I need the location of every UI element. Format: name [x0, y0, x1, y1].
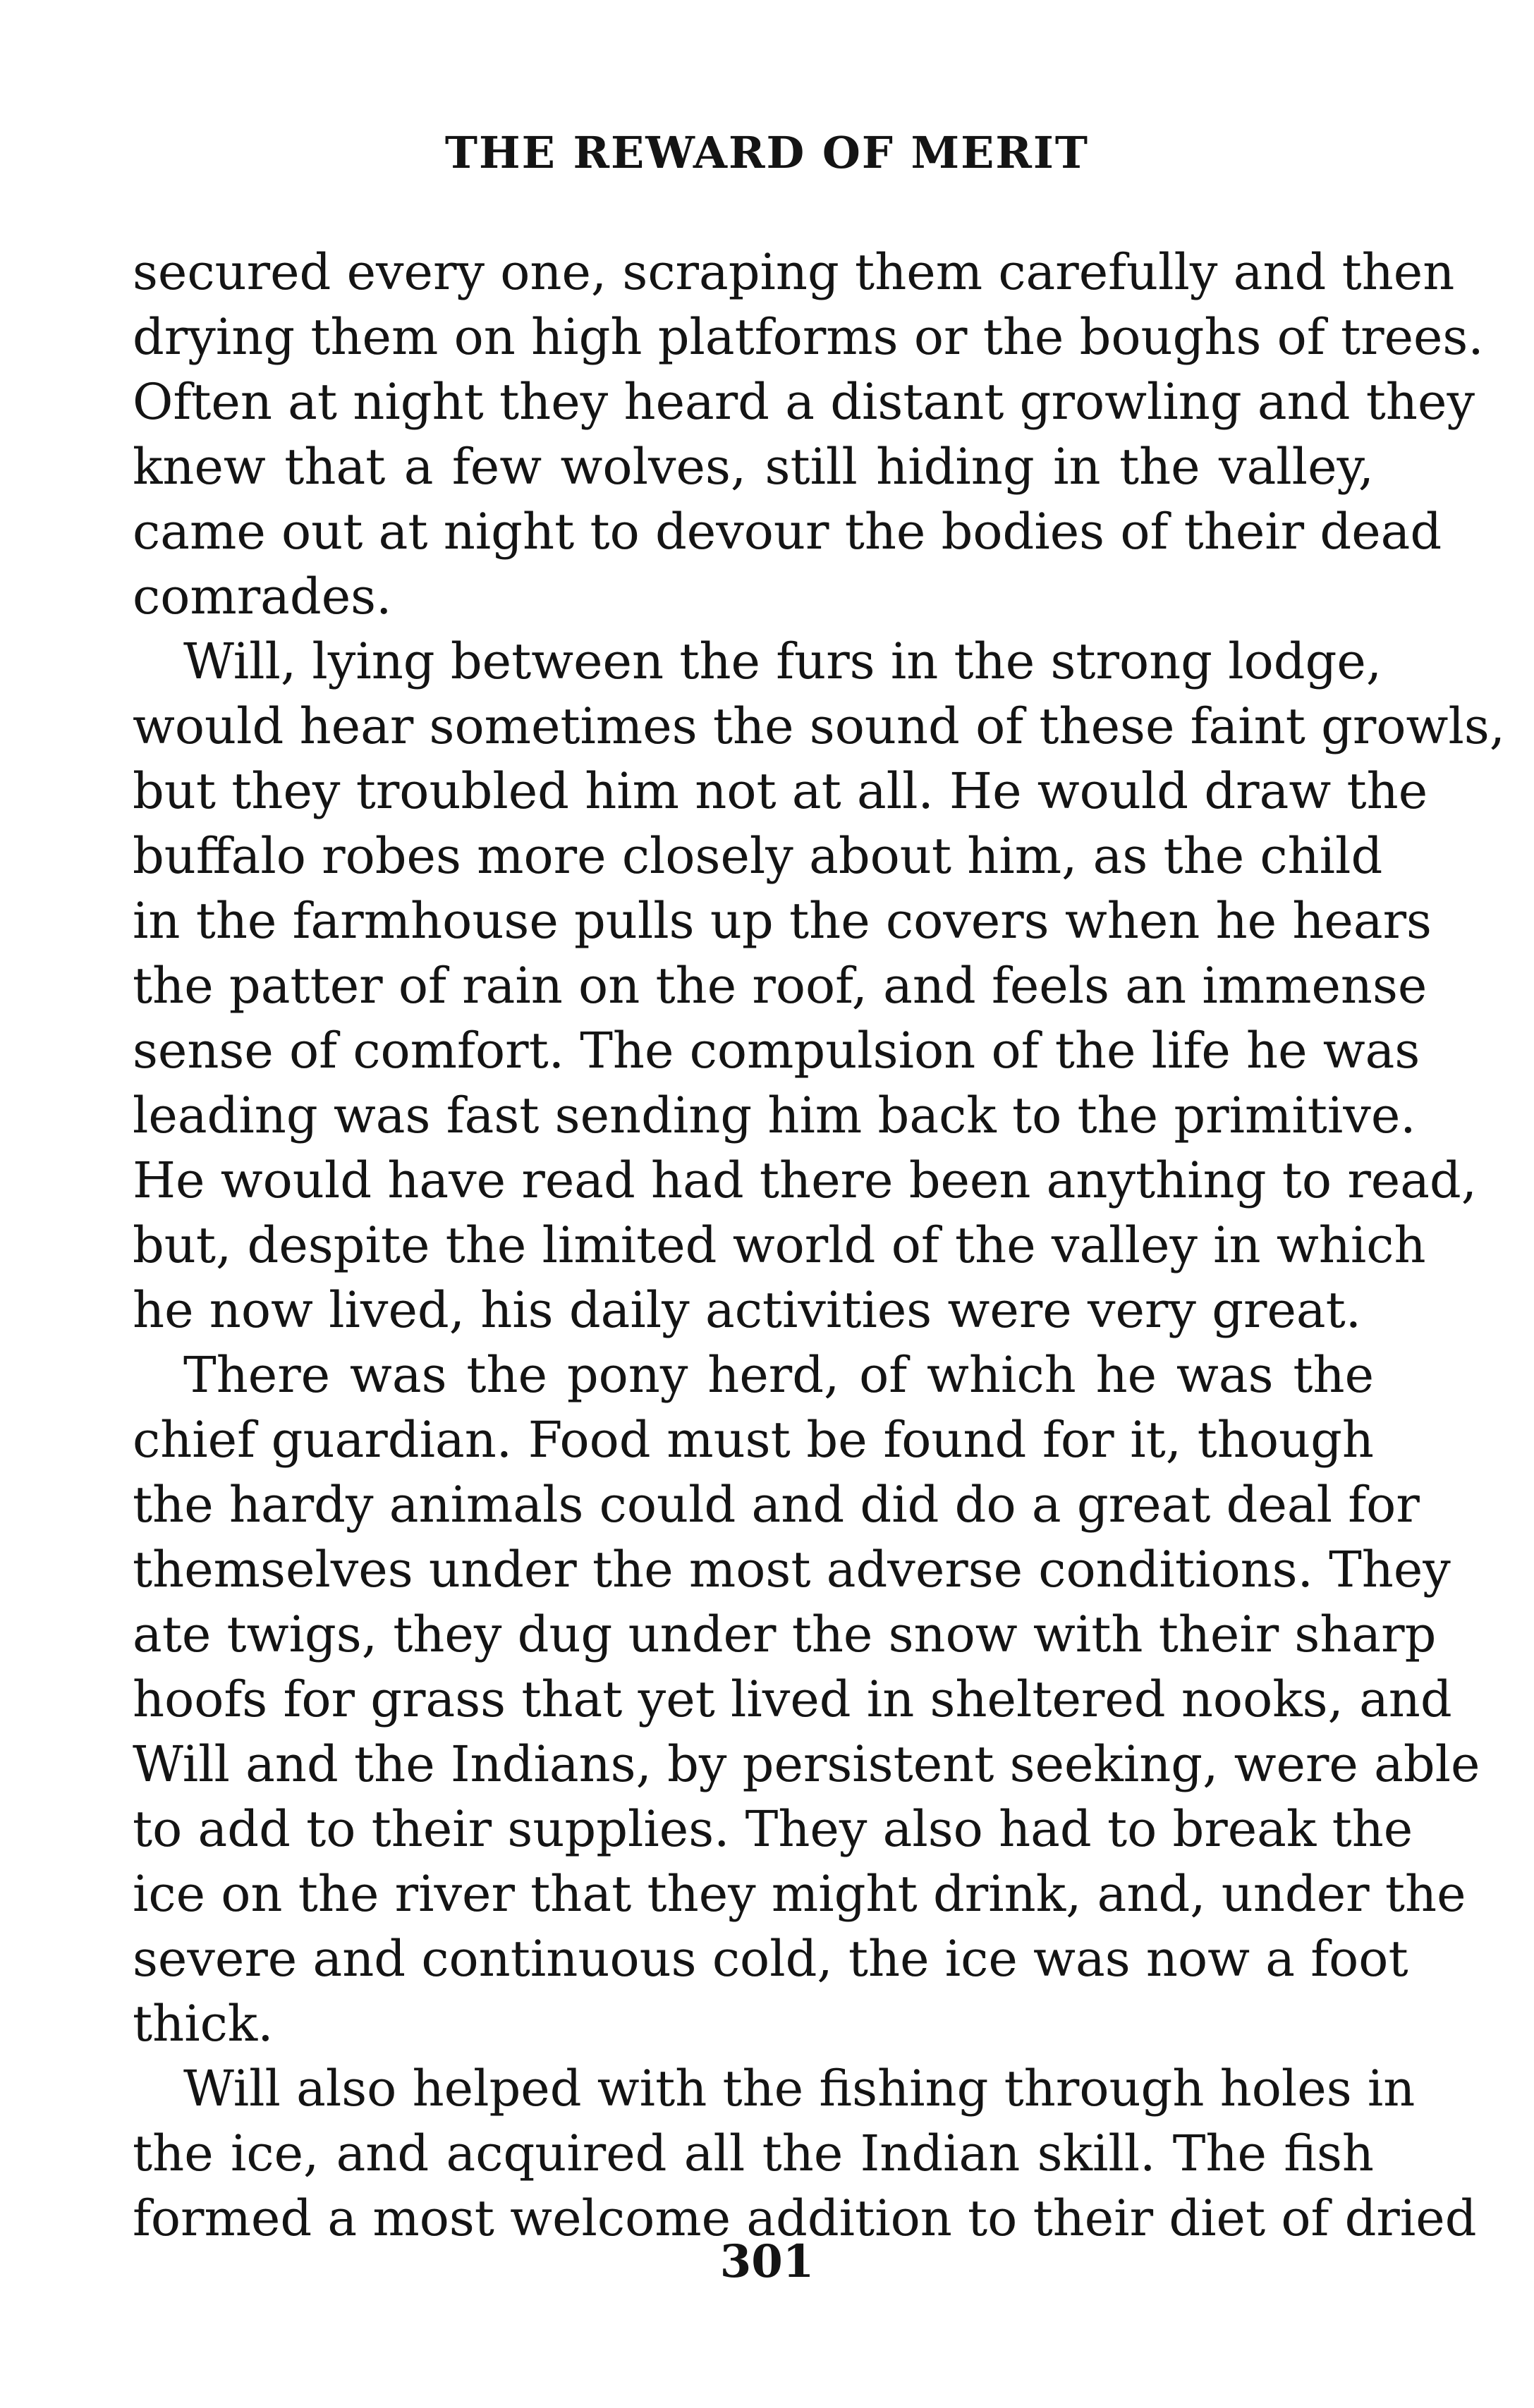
text-line: chief guardian. Food must be found for it, though — [133, 1411, 1374, 1469]
text-line: He would have read had there been anything to read, — [133, 1151, 1477, 1209]
text-line: to add to their supplies. They also had to break the — [133, 1800, 1413, 1858]
text-line: themselves under the most adverse conditions. They — [133, 1541, 1451, 1599]
text-line: he now lived, his daily activities were very great. — [133, 1281, 1362, 1339]
text-line: the patter of rain on the roof, and feels an immense — [133, 957, 1428, 1015]
text-line: Will and the Indians, by persistent seeking, were able — [133, 1735, 1480, 1793]
text-line: formed a most welcome addition to their diet of dried — [133, 2189, 1477, 2247]
text-line: thick. — [133, 1995, 274, 2053]
text-line: knew that a few wolves, still hiding in the valley, — [133, 438, 1374, 496]
text-line: but they troubled him not at all. He would draw the — [133, 762, 1428, 820]
text-line: but, despite the limited world of the valley in which — [133, 1216, 1426, 1274]
text-line: secured every one, scraping them carefully and then — [133, 243, 1455, 301]
text-line: severe and continuous cold, the ice was now a foot — [133, 1930, 1408, 1988]
text-line: the hardy animals could and did do a great deal for — [133, 1476, 1420, 1534]
text-line: There was the pony herd, of which he was the — [183, 1346, 1374, 1404]
text-line: would hear sometimes the sound of these faint growls, — [133, 697, 1506, 755]
text-line: ate twigs, they dug under the snow with their sharp — [133, 1606, 1437, 1663]
text-line: came out at night to devour the bodies of their dead — [133, 503, 1442, 561]
text-line: leading was fast sending him back to the primitive. — [133, 1087, 1416, 1144]
text-line: Will, lying between the furs in the strong lodge, — [183, 632, 1382, 690]
text-line: in the farmhouse pulls up the covers when he hears — [133, 892, 1432, 950]
text-line: ice on the river that they might drink, and, under the — [133, 1865, 1466, 1923]
text-line: Often at night they heard a distant growling and they — [133, 373, 1475, 431]
text-line: buffalo robes more closely about him, as the child — [133, 827, 1383, 885]
text-line: comrades. — [133, 568, 392, 625]
text-line: Will also helped with the fishing through holes in — [183, 2060, 1416, 2117]
text-line: the ice, and acquired all the Indian skill. The fish — [133, 2125, 1374, 2182]
page-number: 301 — [719, 2235, 815, 2288]
text-line: drying them on high platforms or the boughs of trees. — [133, 308, 1484, 366]
text-line: sense of comfort. The compulsion of the life he was — [133, 1022, 1420, 1080]
text-line: hoofs for grass that yet lived in sheltered nooks, and — [133, 1670, 1452, 1728]
running-head: THE REWARD OF MERIT — [444, 127, 1090, 178]
